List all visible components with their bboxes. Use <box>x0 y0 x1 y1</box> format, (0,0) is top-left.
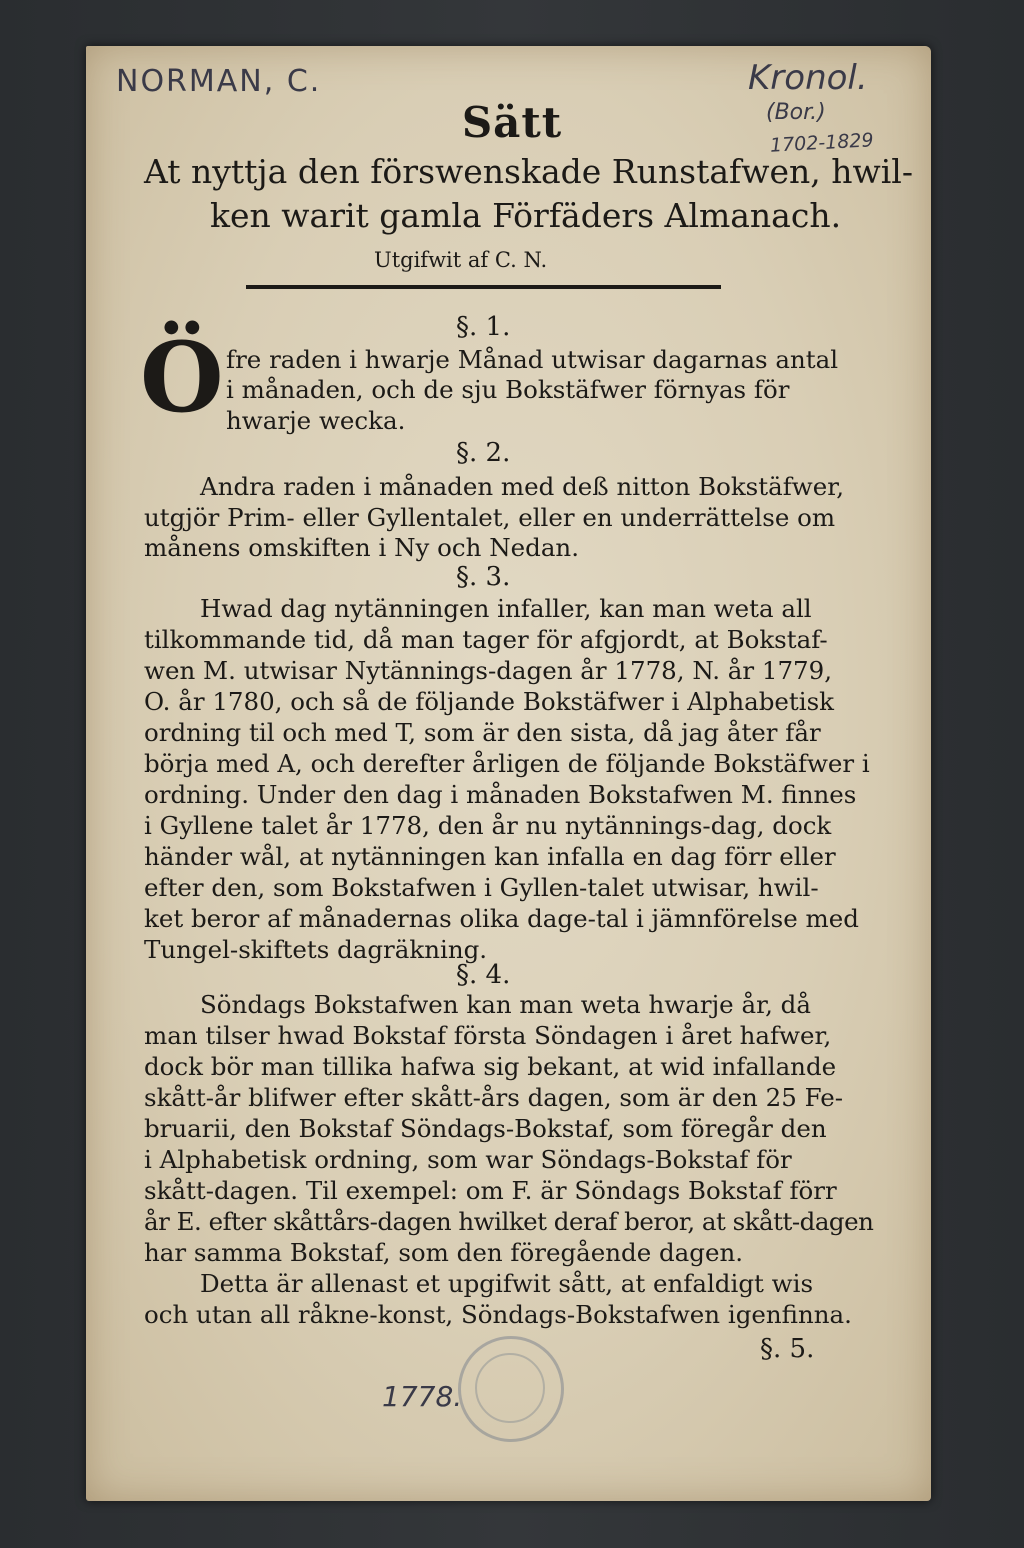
editor-line: Utgifwit af C. N. <box>374 248 548 272</box>
section-3-line: Hwad dag nytänningen infaller, kan man weta all <box>200 594 812 623</box>
section-4-line: Söndags Bokstafwen kan man weta hwarje år, då <box>200 990 811 1019</box>
section-4-label: §. 4. <box>456 960 511 990</box>
section-1-dropcap: Ö <box>140 321 224 434</box>
handwritten-dates-note: 1702-1829 <box>769 129 875 157</box>
section-4-line: Detta är allenast et upgifwit sått, at enfaldigt wis <box>200 1269 814 1298</box>
section-3-line: händer wål, at nytänningen kan infalla en dag förr eller <box>144 842 836 871</box>
section-4-line: bruarii, den Bokstaf Söndags-Bokstaf, som föregår den <box>144 1114 827 1143</box>
handwritten-bracket-note: (Bor.) <box>766 100 826 125</box>
section-3-line: ordning. Under den dag i månaden Bokstafwen M. finnes <box>144 780 857 809</box>
section-1-line: hwarje wecka. <box>226 406 406 435</box>
section-4-line: år E. efter skåttårs-dagen hwilket deraf beror, at skått-dagen <box>144 1207 874 1236</box>
section-2-line: månens omskiften i Ny och Nedan. <box>144 533 579 562</box>
section-1-line: i månaden, och de sju Bokstäfwer förnyas för <box>226 375 790 404</box>
section-3-line: O. år 1780, och så de följande Bokstäfwer i Alphabetisk <box>144 687 835 716</box>
section-4-line: skått-dagen. Til exempel: om F. är Söndags Bokstaf förr <box>144 1176 837 1205</box>
section-2-line: Andra raden i månaden med deß nitton Bokstäfwer, <box>200 472 845 501</box>
subtitle-line-2: ken warit gamla Förfäders Almanach. <box>210 196 842 235</box>
section-4-line: man tilser hwad Bokstaf första Söndagen i året hafwer, <box>144 1021 832 1050</box>
section-2-label: §. 2. <box>456 438 511 468</box>
section-4-line: och utan all råkne-konst, Söndags-Bokstafwen igenfinna. <box>144 1300 852 1329</box>
section-4-line: dock bör man tillika hafwa sig bekant, at wid infallande <box>144 1052 837 1081</box>
section-1-line: fre raden i hwarje Månad utwisar dagarnas antal <box>226 345 839 374</box>
handwritten-author-note: NORMAN, C. <box>116 64 322 99</box>
section-3-line: wen M. utwisar Nytännings-dagen år 1778, N. år 1779, <box>144 656 833 685</box>
section-3-line: Tungel-skiftets dagräkning. <box>144 935 488 964</box>
header-divider <box>246 285 721 289</box>
handwritten-year-note: 1778. <box>382 1380 463 1413</box>
document-title: Sätt <box>461 98 563 147</box>
section-3-line: ordning til och med T, som är den sista, då jag åter får <box>144 718 821 747</box>
section-4-line: har samma Bokstaf, som den föregående dagen. <box>144 1238 744 1267</box>
section-3-label: §. 3. <box>456 562 511 592</box>
subtitle-line-1: At nyttja den förswenskade Runstafwen, hwil- <box>144 152 913 191</box>
section-4-line: skått-år blifwer efter skått-års dagen, som är den 25 Fe- <box>144 1083 844 1112</box>
section-4-line: i Alphabetisk ordning, som war Söndags-Bokstaf för <box>144 1145 792 1174</box>
library-stamp <box>458 1336 564 1442</box>
catchword: §. 5. <box>760 1334 815 1364</box>
section-3-line: ket beror af månadernas olika dage-tal i jämnförelse med <box>144 904 859 933</box>
section-3-line: börja med A, och derefter årligen de följande Bokstäfwer i <box>144 749 870 778</box>
handwritten-catalog-note: Kronol. <box>748 58 868 98</box>
section-2-line: utgjör Prim- eller Gyllentalet, eller en underrättelse om <box>144 503 836 532</box>
section-3-line: tilkommande tid, då man tager för afgjordt, at Bokstaf- <box>144 625 828 654</box>
section-3-line: i Gyllene talet år 1778, den år nu nytännings-dag, dock <box>144 811 832 840</box>
section-3-line: efter den, som Bokstafwen i Gyllen-talet utwisar, hwil- <box>144 873 819 902</box>
section-1-label: §. 1. <box>456 312 511 342</box>
